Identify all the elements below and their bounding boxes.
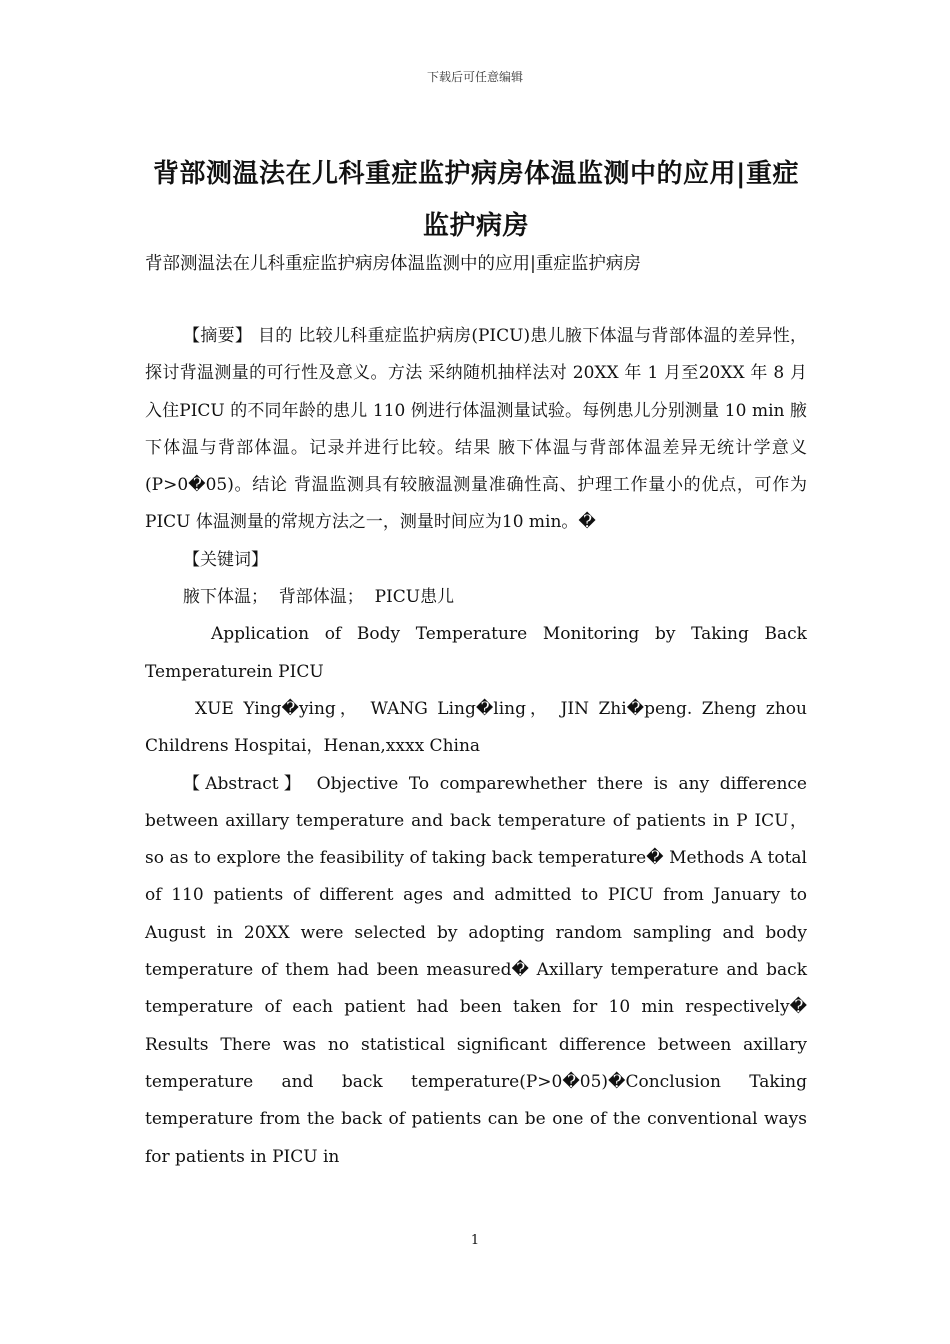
document-subtitle: 背部测温法在儿科重症监护病房体温监测中的应用|重症监护病房 xyxy=(145,254,641,274)
english-title: Application of Body Temperature Monitoring by Taking Back Temperaturein PICU xyxy=(145,624,807,682)
page-number: 1 xyxy=(470,1233,480,1248)
keywords: 腋下体温； 背部体温； PICU患儿 xyxy=(183,587,455,608)
chinese-abstract: 【摘要】 目的 比较儿科重症监护病房(PICU)患儿腋下体温与背部体温的差异性，探讨背温测量的可行性及意义。方法 采纳随机抽样法对 20XX 年 1 月至20XX 年 8 月入住PICU 的不同年龄的患儿 110 例进行体温测量试验。每例患儿分别测量 10 min 腋下体温与背部体温。记录并进行比较。结果 腋下体温与背部体温差异无统计学意义(P>0�05)。结论 背温监测具有较腋温测量准确性高、护理工作量小的优点，可作为 PICU 体温测量的常规方法之一，测量时间应为10 min。� xyxy=(145,326,807,533)
document-title: 背部测温法在儿科重症监护病房体温监测中的应用|重症监护病房 xyxy=(153,159,799,241)
keywords-label: 【关键词】 xyxy=(183,549,268,570)
authors: XUE Ying�ying， WANG Ling�ling， JIN Zhi�peng. Zheng zhou Childrens Hospitai，Henan,xxxx China xyxy=(145,698,807,757)
header-note: 下载后可任意编辑 xyxy=(426,70,523,84)
chinese-abstract-section xyxy=(145,318,807,1176)
english-abstract: 【Abstract】 Objective To comparewhether there is any difference between axillary temperature and back temperature of patients in P ICU，so as to explore the feasibility of taking back temperature� Methods A total of 110 patients of different ages and admitted to PICU from January to August in 20XX were selected by adopting random sampling and body temperature of them had been measured� Axillary temperature and back temperature of each patient had been taken for 10 min respectively� Results There was no statistical significant difference between axillary temperature and back temperature(P>0�05)�Conclusion Taking temperature from the back of patients can be one of the conventional ways for patients in PICU in xyxy=(145,773,807,1167)
